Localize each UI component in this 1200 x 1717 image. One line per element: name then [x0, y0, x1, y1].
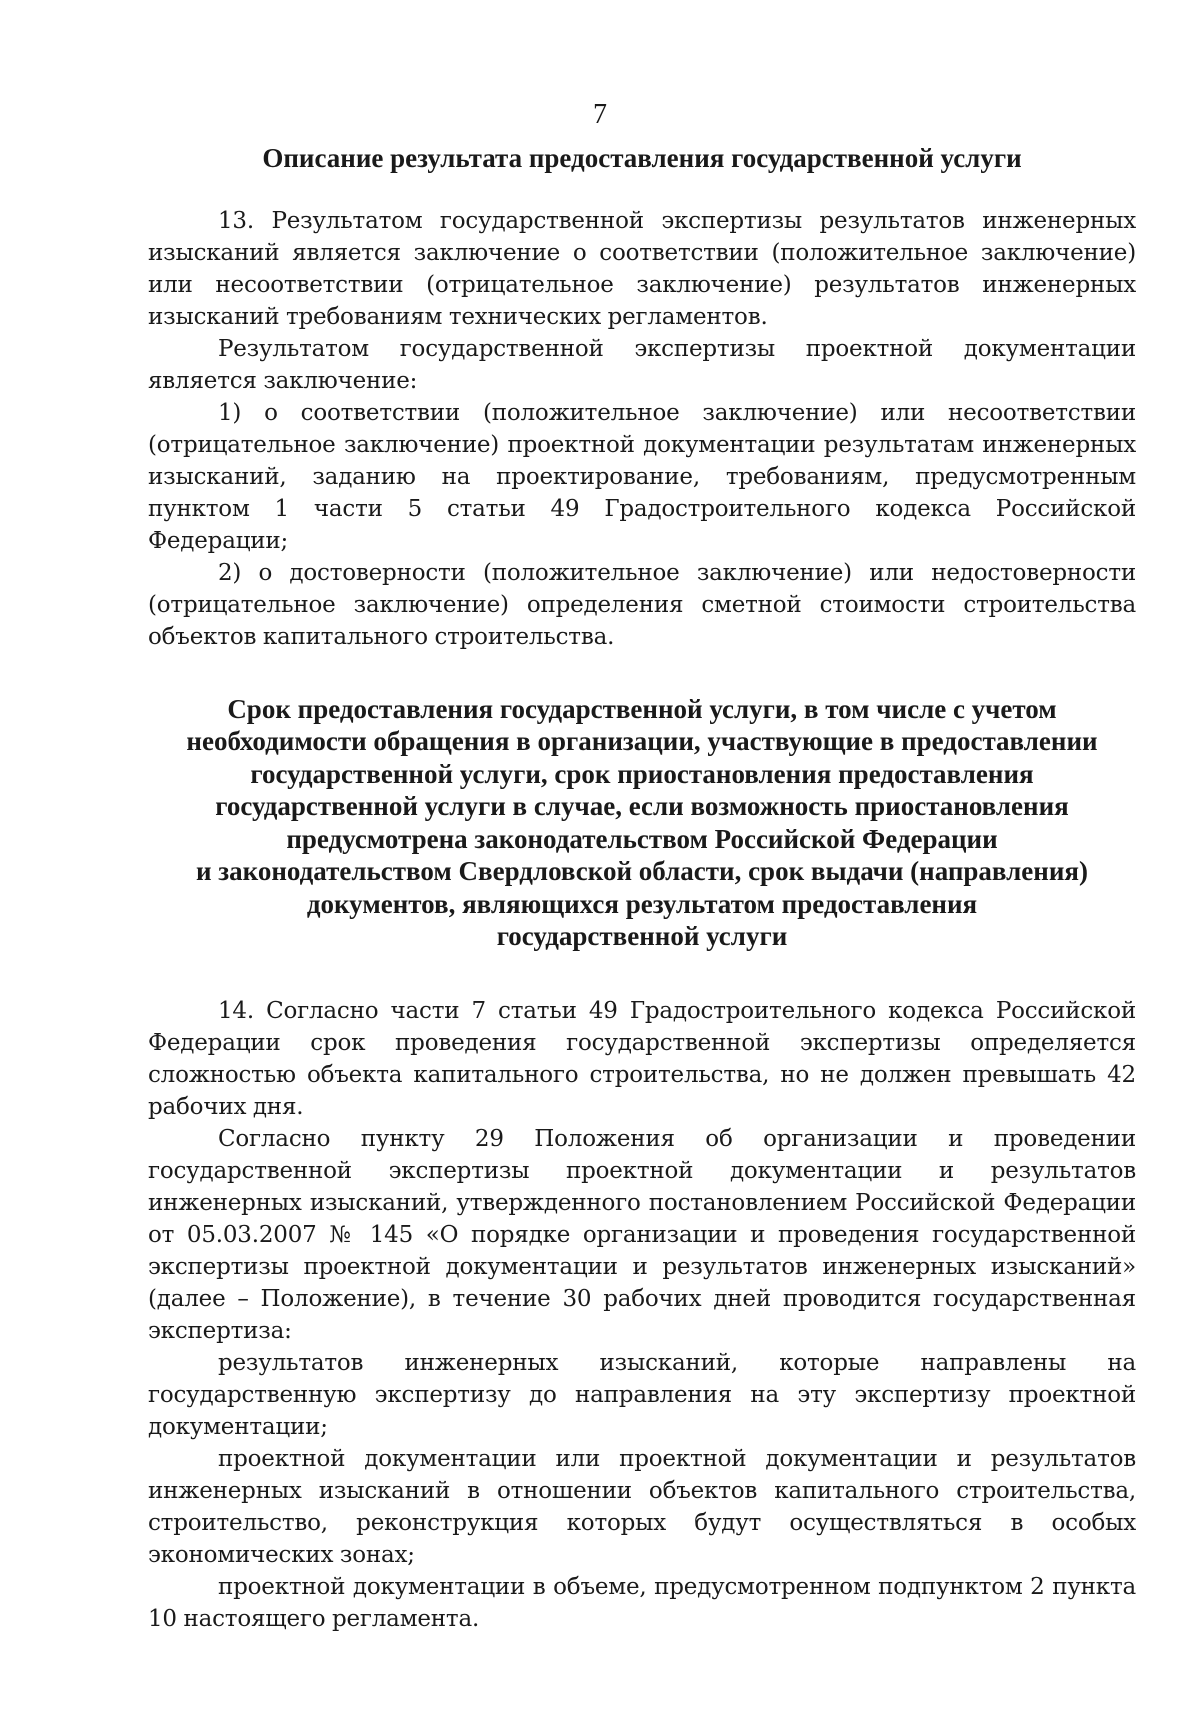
paragraph-expertise-result: Результатом государственной экспертизы проектной документации является заключение: [148, 335, 1136, 394]
paragraph-item-1: 1) о соответствии (положительное заключение) или несоответствии (отрицательное заключение) проектной документации результатам инженерных изысканий, заданию на проектирование, требованиям, предусмотренным пунктом 1 части 5 статьи 49 Градостроительного кодекса Российской Федерации; [148, 399, 1136, 554]
paragraph-regulation-29: Согласно пункту 29 Положения об организации и проведении государственной экспертизы проектной документации и результатов инженерных изысканий, утвержденного постановлением Российской Федерации от 05.03.2007 № 145 «О порядке организации и проведения государственной экспертизы проектной документации и результатов инженерных изысканий» (далее – Положение), в течение 30 рабочих дней проводится государственная экспертиза: [148, 1125, 1136, 1344]
section-heading-result: Описание результата предоставления государственной услуги [262, 143, 1022, 173]
paragraph-14: 14. Согласно части 7 статьи 49 Градостроительного кодекса Российской Федерации срок проведения государственной экспертизы определяется сложностью объекта капитального строительства, но не должен превышать 42 рабочих дня. [148, 997, 1136, 1120]
heading-line: Срок предоставления государственной услуги, в том числе с учетом [227, 693, 1057, 724]
heading-line: государственной услуги в случае, если возможность приостановления [215, 791, 1069, 821]
heading-line: и законодательством Свердловской области, срок выдачи (направления) [196, 856, 1088, 886]
page-number: 7 [593, 99, 607, 130]
heading-line: предусмотрена законодательством Российской Федерации [286, 823, 998, 854]
paragraph-13: 13. Результатом государственной экспертизы результатов инженерных изысканий является заключение о соответствии (положительное заключение) или несоответствии (отрицательное заключение) результатов инженерных изысканий требованиям технических регламентов. [148, 207, 1136, 330]
document-body [148, 138, 1136, 1635]
heading-line: необходимости обращения в организации, участвующие в предоставлении [186, 726, 1098, 756]
paragraph-item-2: 2) о достоверности (положительное заключение) или недостоверности (отрицательное заключение) определения сметной стоимости строительства объектов капитального строительства. [148, 559, 1136, 650]
heading-line: государственной услуги [496, 921, 788, 951]
heading-line: государственной услуги, срок приостановления предоставления [250, 758, 1034, 789]
paragraph-survey-results: результатов инженерных изысканий, которые направлены на государственную экспертизу до направления на эту экспертизу проектной документации; [148, 1349, 1136, 1440]
paragraph-project-docs-sez: проектной документации или проектной документации и результатов инженерных изысканий в отношении объектов капитального строительства, строительство, реконструкция которых будут осуществляться в особых экономических зонах; [148, 1445, 1136, 1568]
section-heading-term [148, 693, 1136, 953]
heading-line: документов, являющихся результатом предоставления [306, 888, 978, 919]
paragraph-project-docs-volume: проектной документации в объеме, предусмотренном подпунктом 2 пункта 10 настоящего регламента. [148, 1573, 1136, 1632]
